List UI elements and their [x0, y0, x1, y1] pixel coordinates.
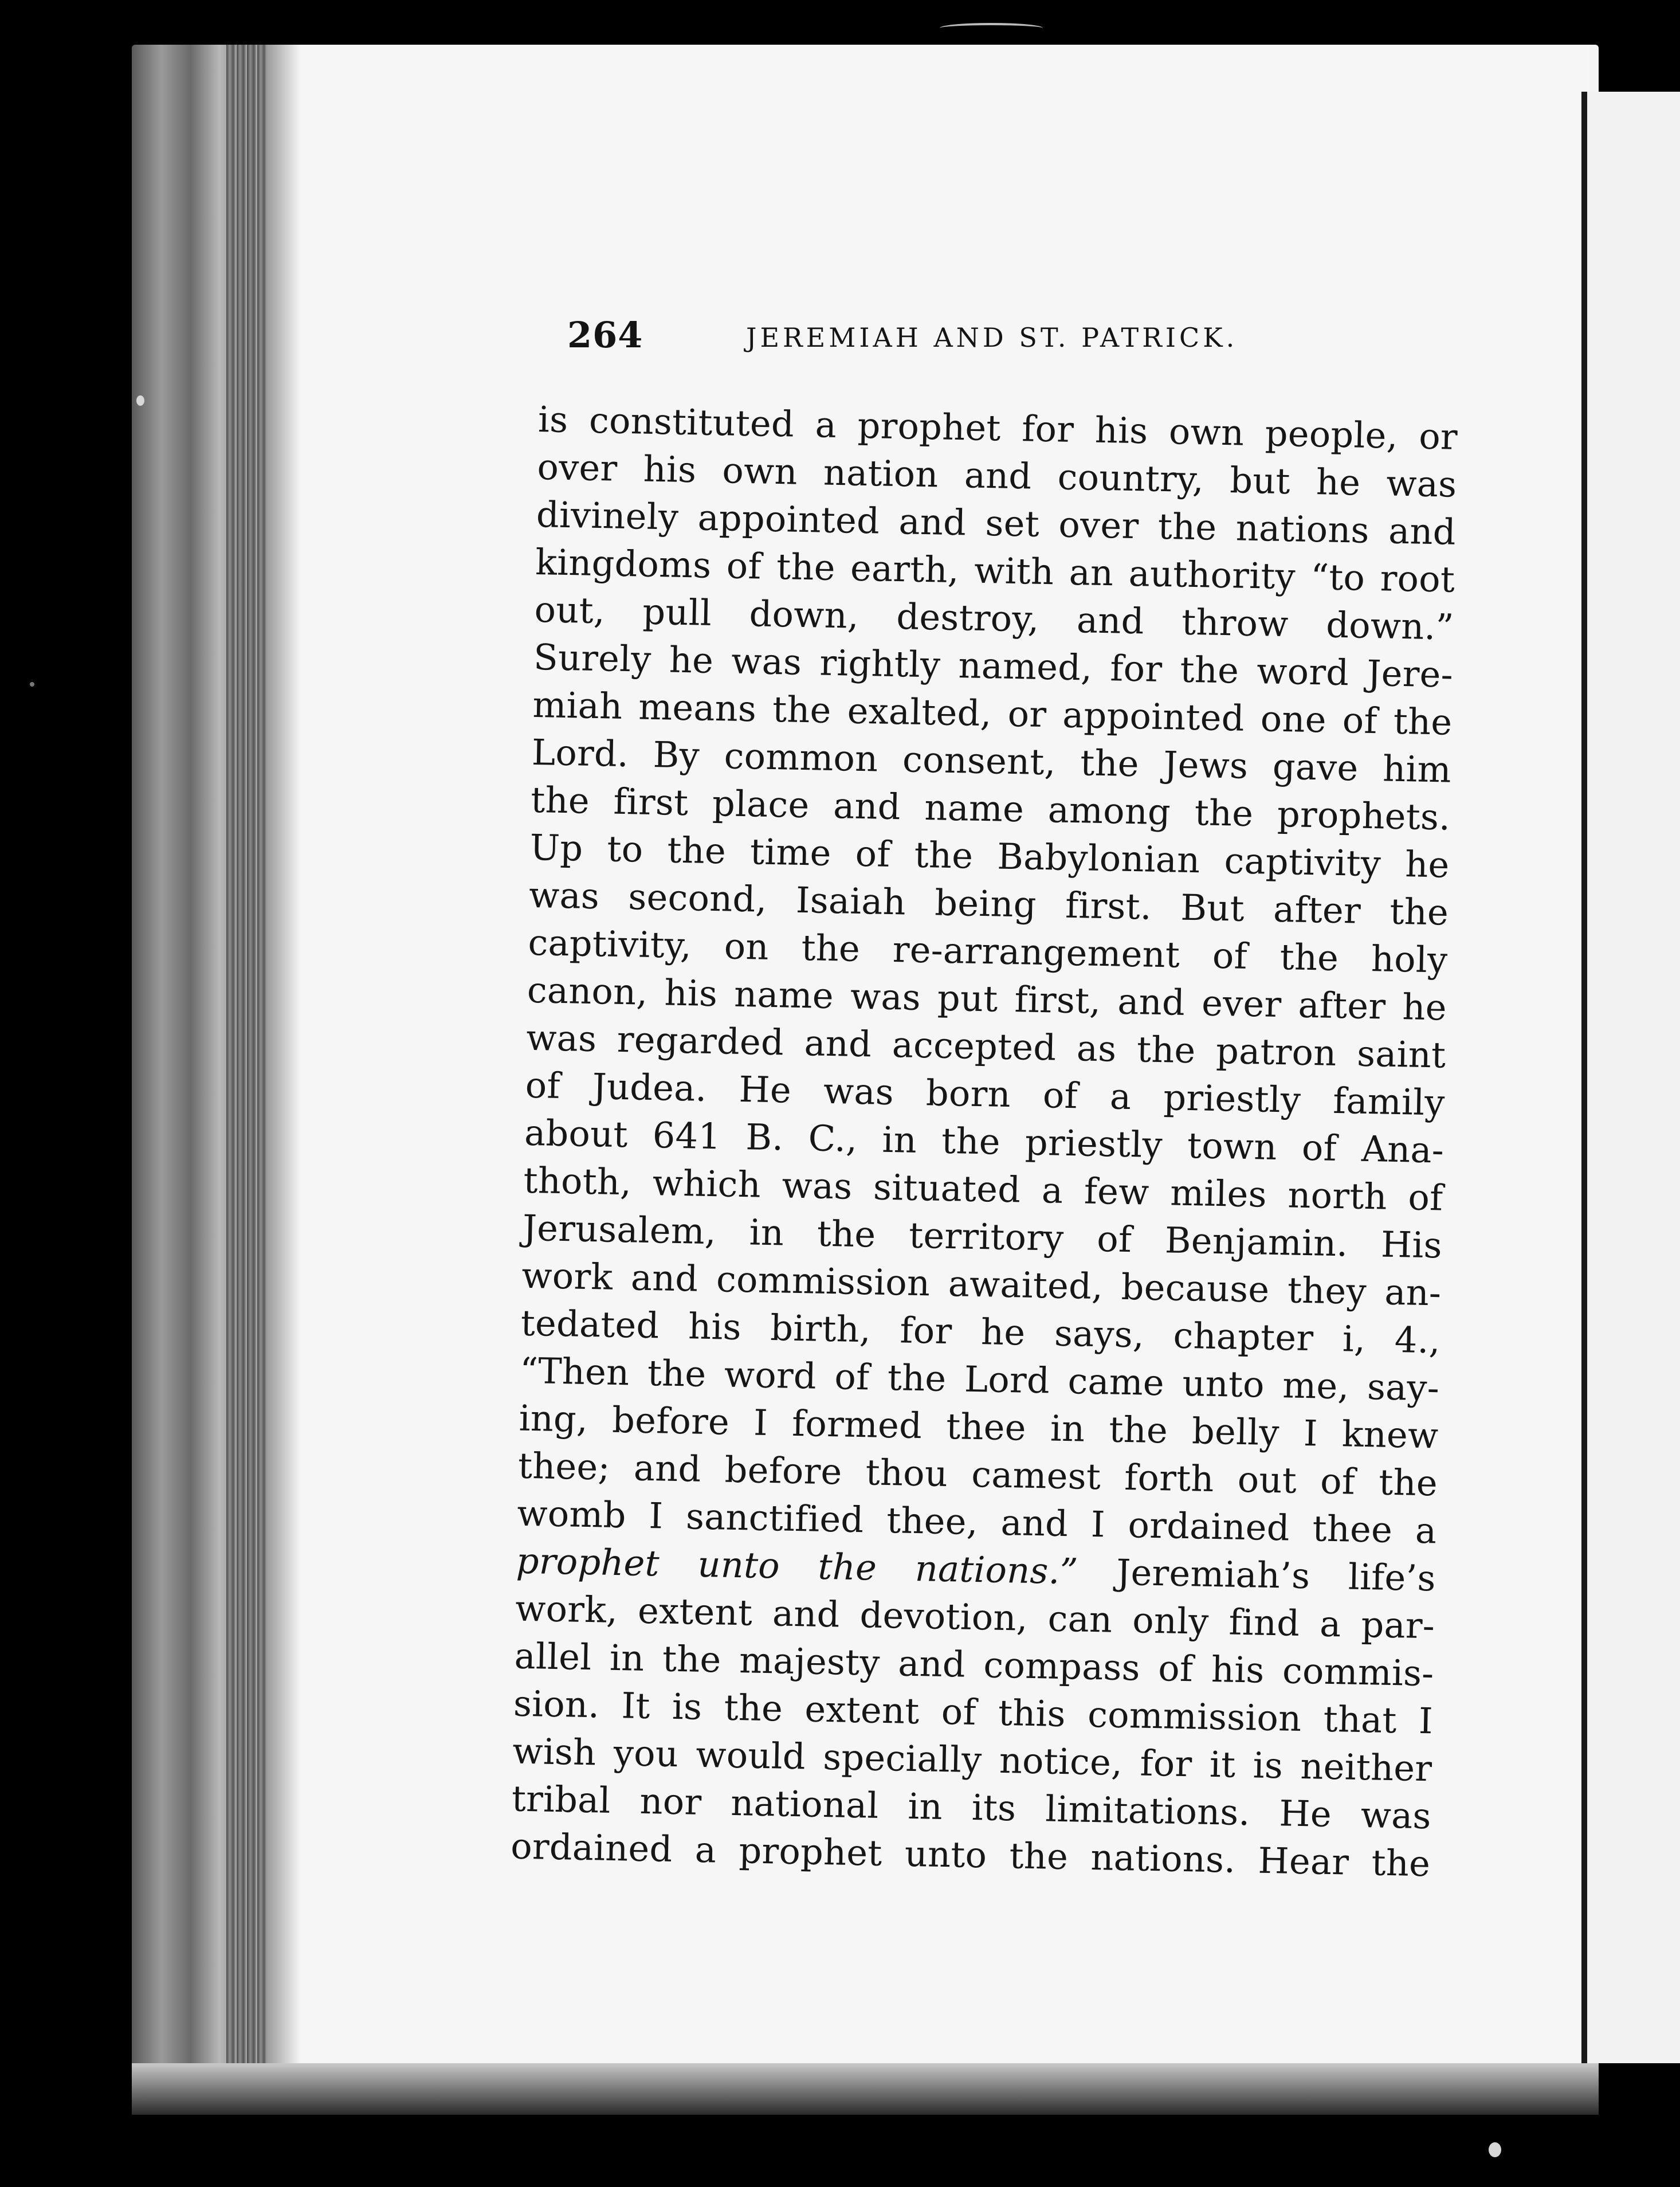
text-line: Up to the time of the Babylonian captivity he: [529, 826, 1450, 886]
page-number: 264: [567, 314, 643, 356]
text-line: tribal nor national in its limitations. He was: [511, 1777, 1432, 1837]
text-line: ing, before I formed thee in the belly I knew: [519, 1397, 1439, 1457]
running-head-title: JEREMIAH AND ST. PATRICK.: [746, 322, 1238, 353]
text-line: captivity, on the re-arrangement of the holy: [527, 921, 1449, 981]
text-line: miah means the exalted, or appointed one of the: [532, 683, 1453, 743]
top-scan-mark: [940, 23, 1043, 33]
text-line: work, extent and devotion, can only find a par-: [515, 1587, 1435, 1647]
text-line: over his own nation and country, but he was: [536, 445, 1458, 505]
dust-speck: [136, 395, 144, 406]
text-line: kingdoms of the earth, with an authority “to root: [535, 540, 1455, 601]
facing-page-sliver: [1587, 92, 1680, 2063]
text-line: “Then the word of the Lord came unto me, say-: [519, 1349, 1440, 1409]
text-line: Lord. By common consent, the Jews gave him: [531, 731, 1452, 791]
text-line: about 641 B. C., in the priestly town of Ana-: [524, 1111, 1445, 1171]
gutter-shadow: [266, 45, 301, 2074]
text-line: ordained a prophet unto the nations. Hear the: [510, 1825, 1431, 1885]
body-text: [511, 395, 1458, 1887]
text-line: wish you would specially notice, for it is neither: [512, 1730, 1432, 1790]
text-line: womb I sanctified thee, and I ordained thee a: [516, 1492, 1437, 1552]
text-line: thee; and before thou camest forth out of the: [517, 1444, 1438, 1504]
text-line: of Judea. He was born of a priestly family: [525, 1064, 1446, 1124]
facing-page-edge: [1581, 92, 1587, 2063]
text-line: work and commission awaited, because they an-: [521, 1254, 1442, 1314]
text-line: out, pull down, destroy, and throw down.”: [534, 588, 1455, 648]
dust-speck: [30, 682, 34, 687]
text-line: was second, Isaiah being first. But after the: [528, 873, 1449, 934]
text-line: canon, his name was put first, and ever after he: [527, 969, 1447, 1029]
text-line: thoth, which was situated a few miles north of: [523, 1159, 1444, 1219]
text-fragment: Jeremiah’s life’s: [1116, 1551, 1436, 1600]
text-line: the first place and name among the prophets.: [530, 778, 1451, 838]
text-line: allel in the majesty and compass of his commis-: [514, 1635, 1435, 1695]
text-line: divinely appointed and set over the nations and: [536, 493, 1457, 553]
dust-speck: [1489, 2142, 1501, 2157]
text-line: sion. It is the extent of this commission that I: [513, 1682, 1434, 1742]
bottom-edge-shadow: [132, 2063, 1599, 2115]
text-line: was regarded and accepted as the patron saint: [525, 1016, 1446, 1076]
text-line: Jerusalem, in the territory of Benjamin. His: [522, 1206, 1443, 1267]
running-header: [567, 314, 1289, 360]
text-line: is constituted a prophet for his own people, or: [537, 398, 1458, 458]
text-line: Surely he was rightly named, for the word Jere-: [533, 636, 1454, 696]
text-line: tedated his birth, for he says, chapter i, 4.,: [520, 1302, 1441, 1362]
italic-quote: prophet unto the nations.”: [516, 1539, 1079, 1593]
